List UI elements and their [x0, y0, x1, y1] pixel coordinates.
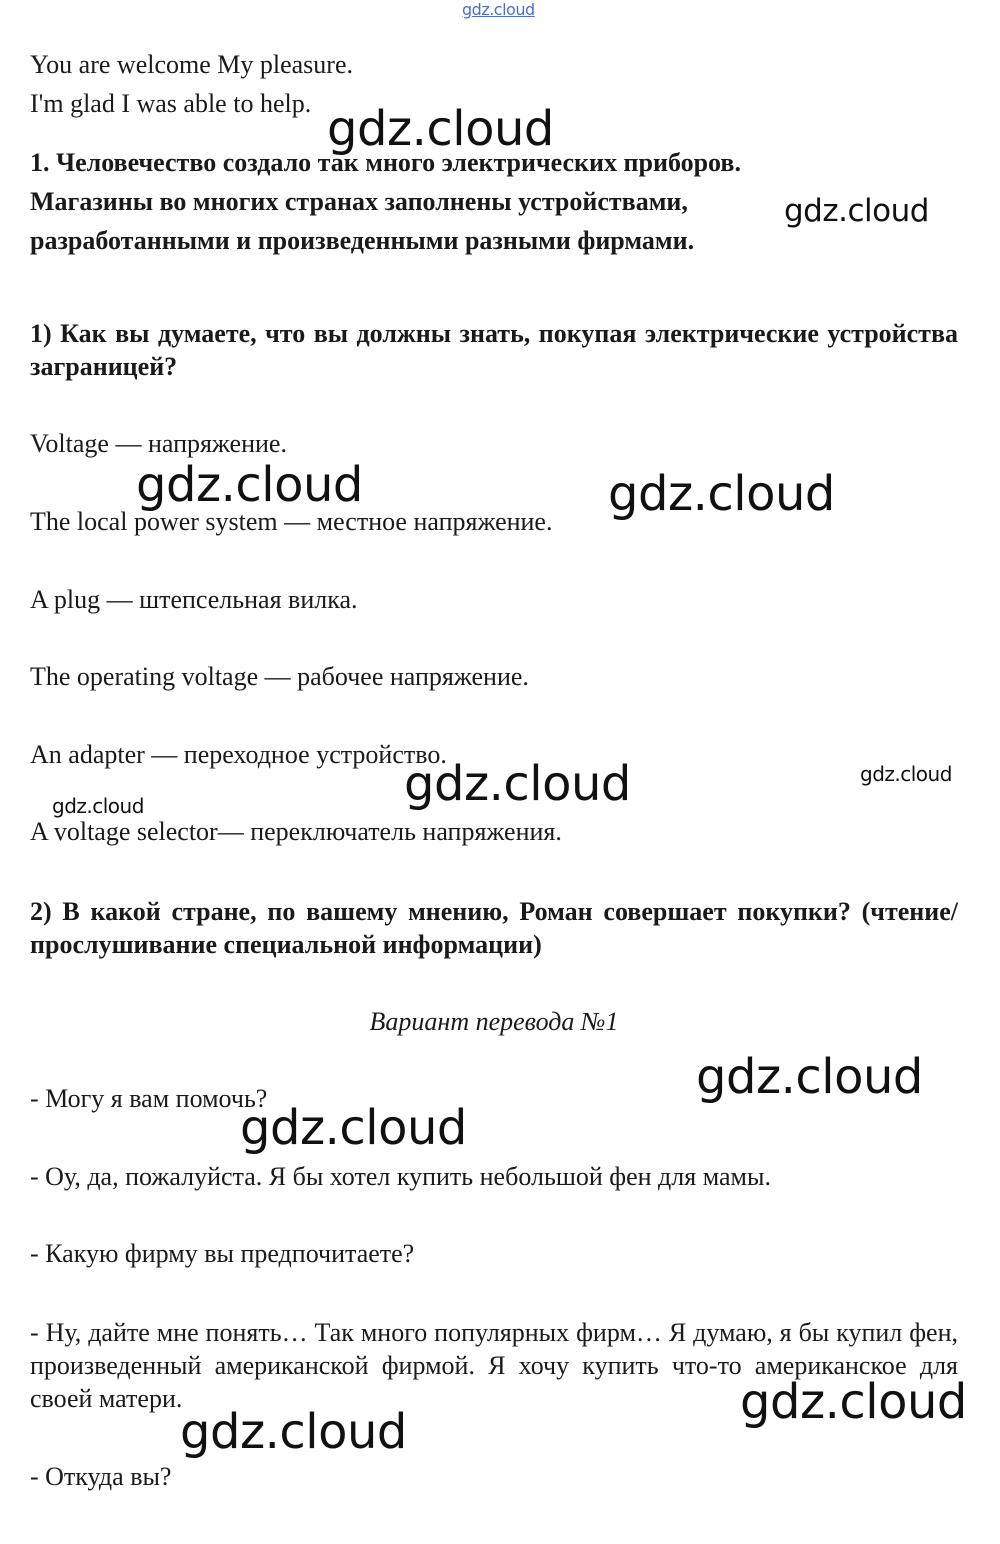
- watermark: gdz.cloud: [327, 101, 554, 157]
- dialogue-line: - Могу я вам помочь?: [30, 1084, 268, 1113]
- watermark: gdz.cloud: [740, 1374, 967, 1430]
- dialogue-line: - Оу, да, пожалуйста. Я бы хотел купить небольшой фен для мамы.: [30, 1162, 771, 1191]
- watermark: gdz.cloud: [860, 762, 952, 786]
- watermark: gdz.cloud: [136, 457, 363, 513]
- vocabulary-item: The local power system — местное напряжение.: [30, 507, 553, 536]
- watermark: gdz.cloud: [52, 794, 144, 818]
- intro-line-2: I'm glad I was able to help.: [30, 89, 312, 118]
- vocabulary-item: An adapter — переходное устройство.: [30, 740, 447, 769]
- vocabulary-item: A voltage selector— переключатель напряжения.: [30, 817, 562, 846]
- vocabulary-item: A plug — штепсельная вилка.: [30, 585, 358, 614]
- question-2: 2) В какой стране, по вашему мнению, Роман совершает покупки? (чтение/прослушивание специальной информации): [30, 897, 958, 959]
- vocabulary-item: Voltage — напряжение.: [30, 429, 287, 458]
- question-1: 1) Как вы думаете, что вы должны знать, покупая электрические устройства заграницей?: [30, 319, 958, 381]
- task1-heading-line-1: 1. Человечество создало так много электрических приборов.: [30, 148, 741, 177]
- dialogue-line: - Ну, дайте мне понять… Так много популярных фирм… Я думаю, я бы купил фен, произведенный американской фирмой. Я хочу купить что-то американское для своей матери.: [30, 1318, 958, 1413]
- translation-title: Вариант перевода №1: [369, 1007, 619, 1036]
- dialogue-line: - Откуда вы?: [30, 1462, 172, 1491]
- watermark: gdz.cloud: [696, 1049, 923, 1105]
- task1-heading-line-2: Магазины во многих странах заполнены устройствами,: [30, 187, 688, 216]
- intro-line-1: You are welcome My pleasure.: [30, 50, 353, 79]
- watermark: gdz.cloud: [784, 193, 929, 229]
- dialogue-line: - Какую фирму вы предпочитаете?: [30, 1239, 415, 1268]
- watermark: gdz.cloud: [240, 1100, 467, 1156]
- watermark: gdz.cloud: [608, 466, 835, 522]
- watermark: gdz.cloud: [180, 1404, 407, 1460]
- task1-heading-line-3: разработанными и произведенными разными фирмами.: [30, 226, 695, 255]
- watermark: gdz.cloud: [404, 756, 631, 812]
- watermark-top-link: gdz.cloud: [462, 0, 535, 19]
- vocabulary-item: The operating voltage — рабочее напряжение.: [30, 662, 529, 691]
